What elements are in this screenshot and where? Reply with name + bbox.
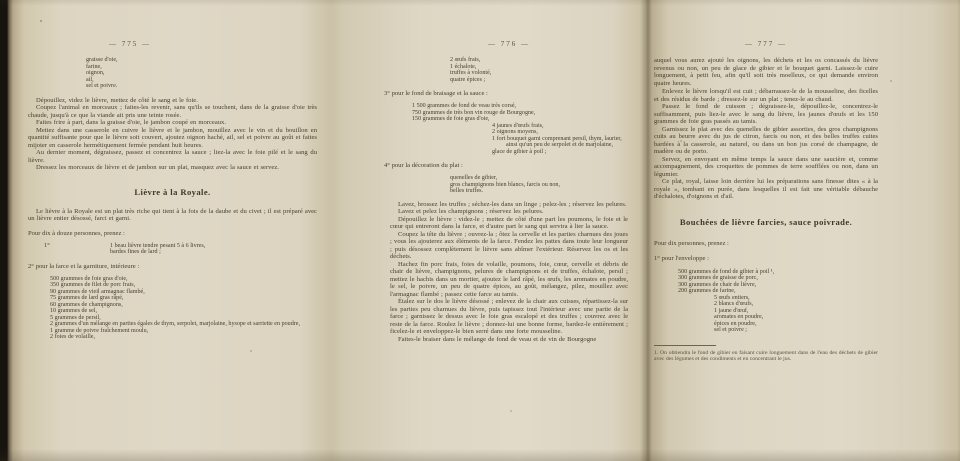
ingredient-line: quatre épices ; (450, 76, 486, 83)
numbered-item-3: 3° pour le fond de braisage et la sauce : (384, 90, 488, 97)
ingredient-line: gros champignons bien blancs, farcis ou non, (450, 181, 561, 188)
numbered-item-4: 4° pour la décoration du plat : (384, 162, 463, 169)
ingredient-list-braise-sub (390, 123, 628, 156)
ingredient-line: farine, (86, 63, 102, 70)
ingredient-line: épices en poudre, (714, 320, 757, 327)
recipe-heading: Lièvre à la Royale. (134, 186, 211, 197)
ingredient-line: bardes fines de lard ; (110, 249, 161, 255)
paragraph: Faites-le braiser dans le mélange de fond de veau et de vin de Bourgogne (398, 335, 597, 343)
ingredient-line: graisse d'oie, (86, 57, 118, 63)
recipe-heading: Bouchées de lièvre farcies, sauce poivrade. (679, 216, 853, 227)
ingredient-line: 90 grammes de vieil armagnac flambé, (50, 288, 145, 295)
method-paragraphs (390, 201, 628, 344)
ingredient-line: truffes à volonté, (450, 70, 492, 76)
paragraph: Enlevez le lièvre lorsqu'il est cuit ; débarrassez-le de la mousseline, des ficelles et des résidus de barde ; dressez-le sur un plat ; tenez-le au chaud. (654, 88, 878, 103)
ingredient-line: oignon, (86, 70, 105, 76)
ingredient-list-farce (28, 276, 317, 341)
ingredient-line: 5 grammes de persil, (50, 314, 101, 321)
serving-line: Pour dix personnes, prenez : (654, 239, 729, 247)
paragraph: Garnissez le plat avec des quenelles de gibier assorties, des gros champignons cuits au beurre avec du jus de citron, farcis ou non, et des belles truffes cuites bardées à la casserole, au naturel, ou dans un bon jus corsé de champagne, de madère ou de porto. (654, 125, 878, 155)
numbered-item-2: 2° pour la farce et la garniture, intérieure : (28, 262, 140, 270)
ingredient-line: sel et poivre. (86, 83, 118, 89)
ingredient-list-braise (390, 103, 628, 123)
lead-paragraph: Le lièvre à la Royale est un plat très riche qui tient à la fois de la daube et du civet ; il est préparé avec un lièvre entier désossé, farci et garni. (28, 207, 317, 222)
page-777 (648, 0, 960, 461)
ingredient-line: 75 grammes de lard gras râpé, (50, 295, 124, 301)
ingredient-line: 1 gramme de poivre fraîchement moulu, (50, 327, 149, 334)
paragraph: Étalez sur le dos le lièvre désossé ; enlevez de la chair aux cuisses, répartissez-la sur les parties peu charnues du lièvre, puis tapissez tout l'intérieur avec une partie de la farce ; garnissez le dessus avec le foie gras escalopé et des truffes ; couvrez avec le reste de la farce. Roulez le lièvre ; donnez-lui une bonne forme, bardez-le entièrement ; ficelez-le et enveloppez-le bien serré dans une forte mousseline. (390, 298, 628, 335)
ingredient-line: sel et poivre ; (714, 327, 747, 333)
continuation-paragraph: auquel vous aurez ajouté les oignons, les déchets et les os concassés du lièvre revenus ou non, un peu de glace de gibier et le bouquet garni. Laissez-le cuire longuement, à petit feu, afin qu'il soit très moelleux, ce qui demande environ quatre heures. (654, 57, 878, 87)
ingredient-line: 2 oignons moyens, (492, 129, 538, 135)
ingredient-list-top (28, 57, 317, 90)
ingredient-line: 500 grammes de fond de gibier à poil ¹, (678, 268, 775, 275)
ingredient-line: ail, (86, 76, 94, 83)
ingredient-list-envelope-sub (654, 295, 878, 334)
ingredient-line: 500 grammes de foie gras d'oie, (50, 275, 128, 282)
ingredient-line: 2 œufs frais, (450, 57, 481, 63)
ingredient-line: belles truffes. (450, 188, 484, 194)
ingredient-list-top (390, 57, 628, 83)
ingredient-line: quenelles de gibier, (450, 175, 498, 181)
page-number: — 777 — (745, 40, 787, 48)
footnote-divider (654, 345, 716, 346)
ingredient-line: 750 grammes de très bon vin rouge de Bourgogne, (412, 109, 536, 116)
page-number: — 775 — (109, 40, 151, 48)
paragraph: Dépouillez le lièvre : videz-le ; mettez de côté d'une part les poumons, le foie et le cœur qui entreront dans la farce, et d'autre part le sang qui servira à lier la sauce. (390, 215, 628, 230)
numbered-item-1 (28, 243, 317, 256)
ingredient-line: 200 grammes de farine, (678, 288, 736, 294)
paragraph: Passez le fond de cuisson ; dégraissez-le, dépouillez-le, concentrez-le suffisamment, puis liez-le avec le sang du lièvre, les jaunes d'œufs et les 150 grammes de foie gras passés au tamis. (654, 103, 878, 125)
ingredient-line: 2 grammes d'un mélange en parties égales de thym, serpolet, marjolaine, hysope et sarriette en poudre, (50, 321, 301, 327)
paragraph: Faites frire à part, dans la graisse d'oie, le jambon coupé en morceaux. (36, 119, 226, 126)
footnote: 1. On obtiendra le fond de gibier en faisant cuire longuement dans de l'eau des déchets de gibier avec des légumes et des condiments et en concentrant le jus. (654, 349, 878, 363)
page-number: — 776 — (488, 40, 530, 48)
ingredient-line: 2 foies de volaille, (50, 334, 96, 340)
ingredient-line: 60 grammes de champignons, (50, 301, 123, 308)
ingredient-line: 350 grammes de filet de porc frais, (50, 282, 136, 288)
ingredient-line: 1 beau lièvre tendre pesant 5 à 6 livres, (110, 242, 206, 249)
ingredient-line: 300 grammes de graisse de porc, (678, 275, 758, 281)
paragraph: Dressez les morceaux de lièvre et de jambon sur un plat, masquez avec la sauce et servez. (36, 164, 279, 171)
paragraph: Coupez la tête du lièvre ; ouvrez-la ; ôtez la cervelle et les parties charnues des joues ; vous les ajouterez aux éléments de la farce. Fendez les pattes dans toute leur longueur ; puis désossez complètement le lièvre sans abîmer l'extérieur. Réservez les os et les déchets. (390, 230, 628, 260)
numbered-item-1: 1° pour l'enveloppe : (654, 254, 709, 262)
ingredient-line: 4 jaunes d'œufs frais, (492, 122, 544, 129)
ingredient-line: aromates en poudre, (714, 314, 764, 320)
paragraph: Coupez l'animal en morceaux ; faites-les revenir, sans qu'ils se touchent, dans de la graisse d'oie très chaude, jusqu'à ce que la viande ait pris une teinte rosée. (28, 104, 317, 119)
page-775 (8, 0, 331, 461)
ingredient-line: 1 fort bouquet garni comprenant persil, thym, laurier, ainsi qu'un peu de serpolet et de marjolaine, (492, 135, 622, 148)
paragraph: Dépouillez, videz le lièvre, mettez de côté le sang et le foie. (36, 96, 198, 104)
page-776 (331, 0, 648, 461)
decoration-list (390, 175, 628, 195)
ingredient-line: 1 500 grammes de fond de veau très corsé, (412, 103, 517, 109)
paragraph: Au dernier moment, dégraissez, passez et concentrez la sauce ; liez-la avec le foie pilé et le sang du lièvre. (28, 149, 317, 164)
paragraph: Mettez dans une casserole en cuivre le lièvre et le jambon, mouillez avec le vin et du bouillon en quantité suffisante pour que le lièvre soit couvert, ajoutez oignon haché, ail, sel et poivre au goût et faites mijoter en casserole hermétiquement fermée pendant huit heures. (28, 126, 317, 149)
paragraph: Lavez et pelez les champignons ; réservez les pelures. (398, 208, 544, 215)
paragraph: Hachez fin porc frais, foies de volaille, poumons, foie, cœur, cervelle et débris de chair de lièvre, champignons, pelures de champignons et de truffes, échalote, persil ; mettez le hachis dans un mortier, ajoutez le lard râpé, les œufs, les aromates en poudre, le sel, le poivre, un peu de quatre épices, au goût, mélangez, pilez, mouillez avec l'armagnac flambé ; passez cette farce au tamis. (390, 260, 628, 298)
ingredient-line: 1 jaune d'œuf, (714, 307, 749, 314)
item-number: 1° (44, 241, 50, 249)
ingredient-line: 300 grammes de chair de lièvre, (678, 281, 757, 288)
paragraph: Ce plat, royal, laisse loin derrière lui les préparations sans finesse dites « à la royale », tombant en purée, dans lesquelles il est fait une véritable débauche d'échalotes, d'oignons et d'ail. (654, 178, 878, 200)
paragraph: Lavez, brossez les truffes ; séchez-les dans un linge ; pelez-les ; réservez les pelures. (398, 200, 627, 208)
ingredient-list-envelope (654, 269, 878, 295)
ingredient-line: 2 blancs d'œufs, (714, 301, 754, 307)
ingredient-line: 5 œufs entiers, (714, 294, 750, 301)
method-paragraphs (654, 88, 878, 201)
serving-line: Pour dix à douze personnes, prenez : (28, 229, 125, 237)
ingredient-line: 150 grammes de foie gras d'oie, (412, 116, 490, 122)
item-lines (58, 243, 205, 256)
paragraph: Servez, en envoyant en même temps la sauce dans une saucière et, comme accompagnement, des croquettes de pommes de terre soufflées ou non, dans un légumier. (654, 155, 878, 178)
ingredient-line: glace de gibier à poil ; (492, 148, 547, 155)
method-paragraphs (28, 97, 317, 172)
ingredient-line: 1 échalote, (450, 63, 477, 70)
ingredient-line: 10 grammes de sel, (50, 308, 98, 314)
